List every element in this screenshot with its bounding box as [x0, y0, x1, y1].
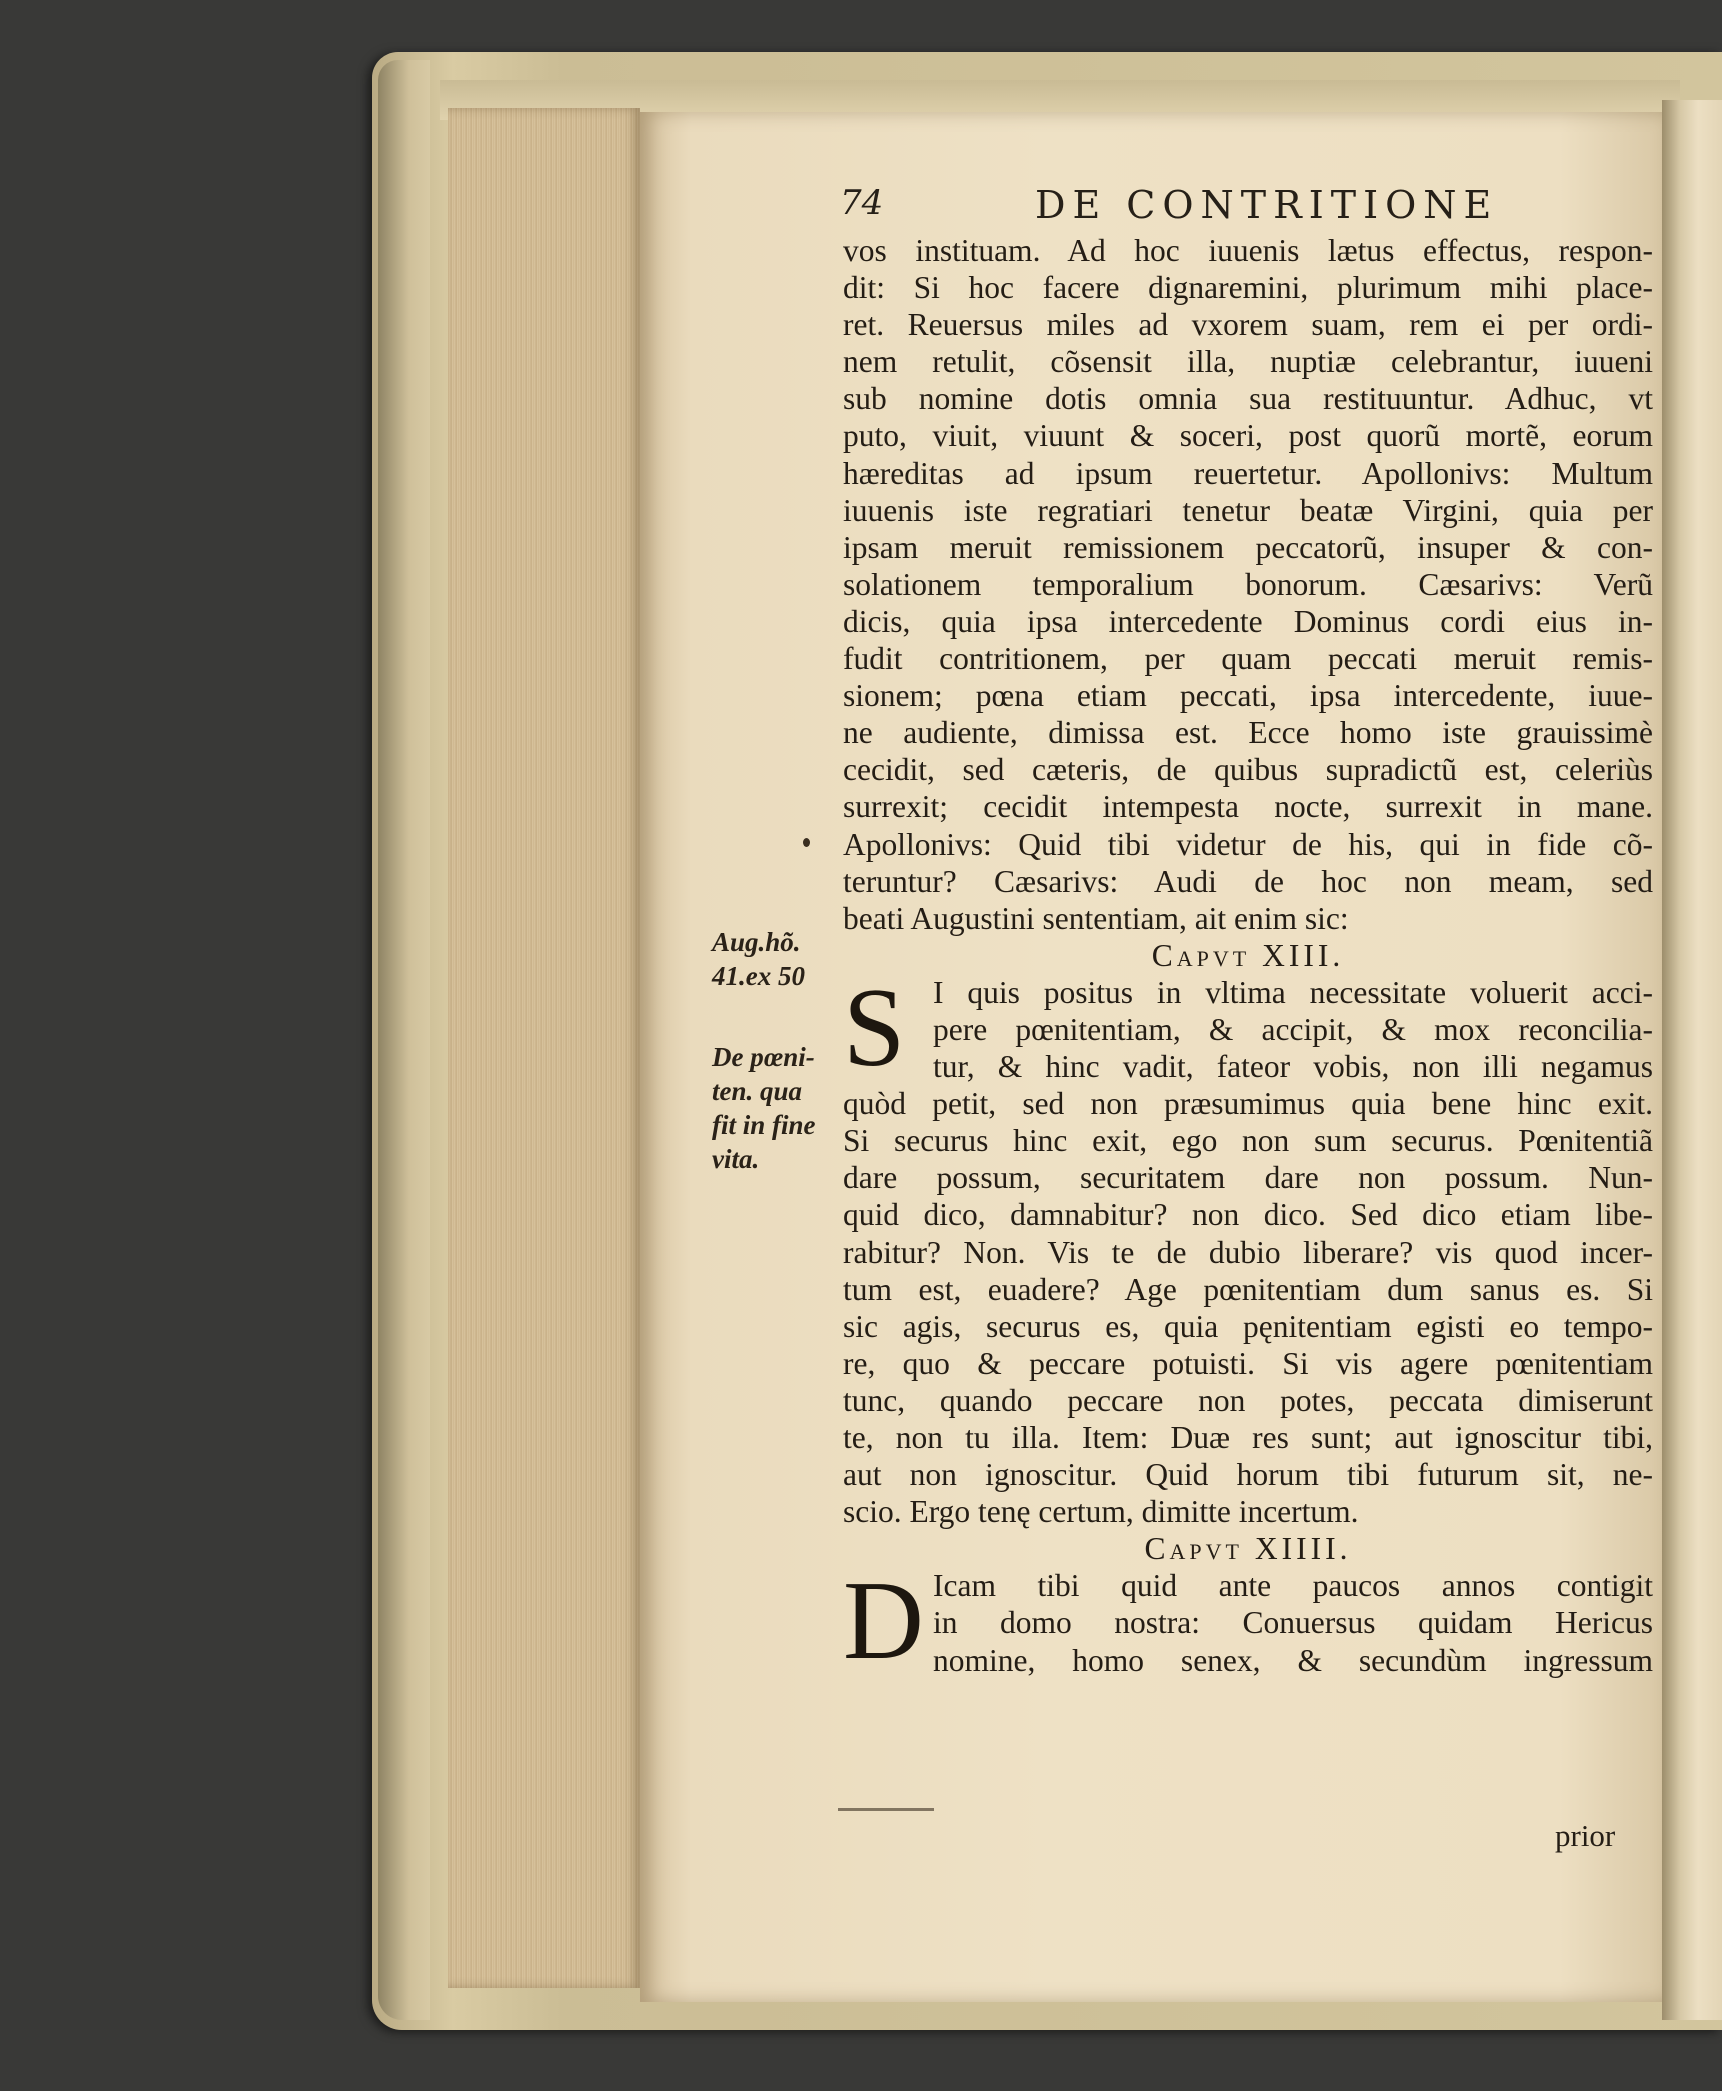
margin-note-augustine: Aug.hõ. 41.ex 50	[712, 927, 805, 991]
text-line: dicis, quia ipsa intercedente Dominus cordi eius in-	[843, 603, 1653, 639]
text-line: Icam tibi quid ante paucos annos contigit	[933, 1568, 1653, 1604]
text-line: dit: Si hoc facere dignaremini, plurimum mihi place-	[843, 270, 1653, 306]
text-line: nem retulit, cõsensit illa, nuptiæ celebrantur, iuueni	[843, 344, 1653, 380]
text-line: solationem temporalium bonorum. Cæsarivs: Verũ	[843, 566, 1653, 602]
text-line: pere pœnitentiam, & accipit, & mox reconcilia-	[933, 1011, 1653, 1047]
text-line: rabitur? Non. Vis te de dubio liberare? vis quod incer-	[843, 1234, 1653, 1270]
chapter-heading-14: Capvt XIIII.	[1144, 1531, 1352, 1567]
chapter-heading-13: Capvt XIII.	[1151, 937, 1345, 973]
margin-mark-icon	[803, 838, 810, 847]
text-line: tunc, quando peccare non potes, peccata dimiserunt	[843, 1382, 1653, 1418]
binding-spine	[378, 60, 430, 2020]
text-line: I quis positus in vltima necessitate voluerit acci-	[933, 974, 1653, 1010]
text-line: te, non tu illa. Item: Duæ res sunt; aut ignoscitur tibi,	[843, 1420, 1653, 1455]
text-line: hæreditas ad ipsum reuertetur. Apollonivs: Multum	[843, 455, 1653, 491]
text-line: surrexit; cecidit intempesta nocte, surrexit in mane.	[843, 789, 1653, 825]
body-text	[843, 232, 1653, 1684]
text-line: cecidit, sed cæteris, de quibus supradictũ est, celeriùs	[843, 752, 1653, 788]
text-line: sub nomine dotis omnia sua restituuntur. Adhuc, vt	[843, 381, 1653, 417]
text-line: puto, viuit, viuunt & soceri, post quorũ mortẽ, eorum	[843, 418, 1653, 454]
text-line: nomine, homo senex, & secundùm ingressum	[933, 1642, 1653, 1678]
page-header	[840, 183, 1660, 233]
text-line: re, quo & peccare potuisti. Si vis agere pœnitentiam	[843, 1345, 1653, 1381]
text-line: sic agis, securus es, quia pęnitentiam egisti eo tempo-	[843, 1308, 1653, 1344]
margin-note-poenitentia: De pœni- ten. qua fit in fine vita.	[712, 1042, 816, 1174]
text-line: ne audiente, dimissa est. Ecce homo iste grauissimè	[843, 715, 1653, 751]
text-line: quid dico, damnabitur? non dico. Sed dico etiam libe-	[843, 1197, 1653, 1233]
text-line: sionem; pœna etiam peccati, ipsa intercedente, iuue-	[843, 678, 1653, 714]
text-line: aut non ignoscitur. Quid horum tibi futurum sit, ne-	[843, 1457, 1653, 1493]
text-line: quòd petit, sed non præsumimus quia bene hinc exit.	[843, 1086, 1653, 1122]
text-line: ipsam meruit remissionem peccatorũ, insuper & con-	[843, 529, 1653, 565]
page-number: 74	[840, 183, 884, 223]
text-line: iuuenis iste regratiari tenetur beatæ Virgini, quia per	[843, 492, 1653, 528]
text-line: dare possum, securitatem dare non possum. Nun-	[843, 1160, 1653, 1196]
facing-page-edge	[1662, 100, 1722, 2020]
text-line: beati Augustini sententiam, ait enim sic:	[843, 900, 1349, 936]
text-line: Apollonivs: Quid tibi videtur de his, qui in fide cõ-	[843, 826, 1653, 862]
text-line: tum est, euadere? Age pœnitentiam dum sanus es. Si	[843, 1271, 1653, 1307]
running-head: DE CONTRITIONE	[1035, 183, 1499, 227]
text-line: vos instituam. Ad hoc iuuenis lætus effectus, respon-	[843, 233, 1653, 268]
text-line: in domo nostra: Conuersus quidam Hericus	[933, 1605, 1653, 1641]
text-line: ret. Reuersus miles ad vxorem suam, rem ei per ordi-	[843, 307, 1653, 343]
chapter-13-text	[843, 965, 1653, 1530]
text-line: teruntur? Cæsarivs: Audi de hoc non meam, sed	[843, 863, 1653, 899]
text-line: scio. Ergo tenę certum, dimitte incertum.	[843, 1494, 1359, 1530]
text-line: Si securus hinc exit, ego non sum securus. Pœnitentiã	[843, 1123, 1653, 1159]
text-line: tur, & hinc vadit, fateor vobis, non illi negamus	[933, 1049, 1653, 1085]
signature-dash	[838, 1808, 934, 1811]
chapter-14-text	[843, 1559, 1653, 1684]
dropcap-d: D	[843, 1559, 924, 1684]
page-edges-block	[448, 108, 640, 1988]
catchword: prior	[1555, 1818, 1616, 1853]
text-line: fudit contritionem, per quam peccati meruit remis-	[843, 641, 1653, 677]
dropcap-s: S	[843, 965, 906, 1090]
